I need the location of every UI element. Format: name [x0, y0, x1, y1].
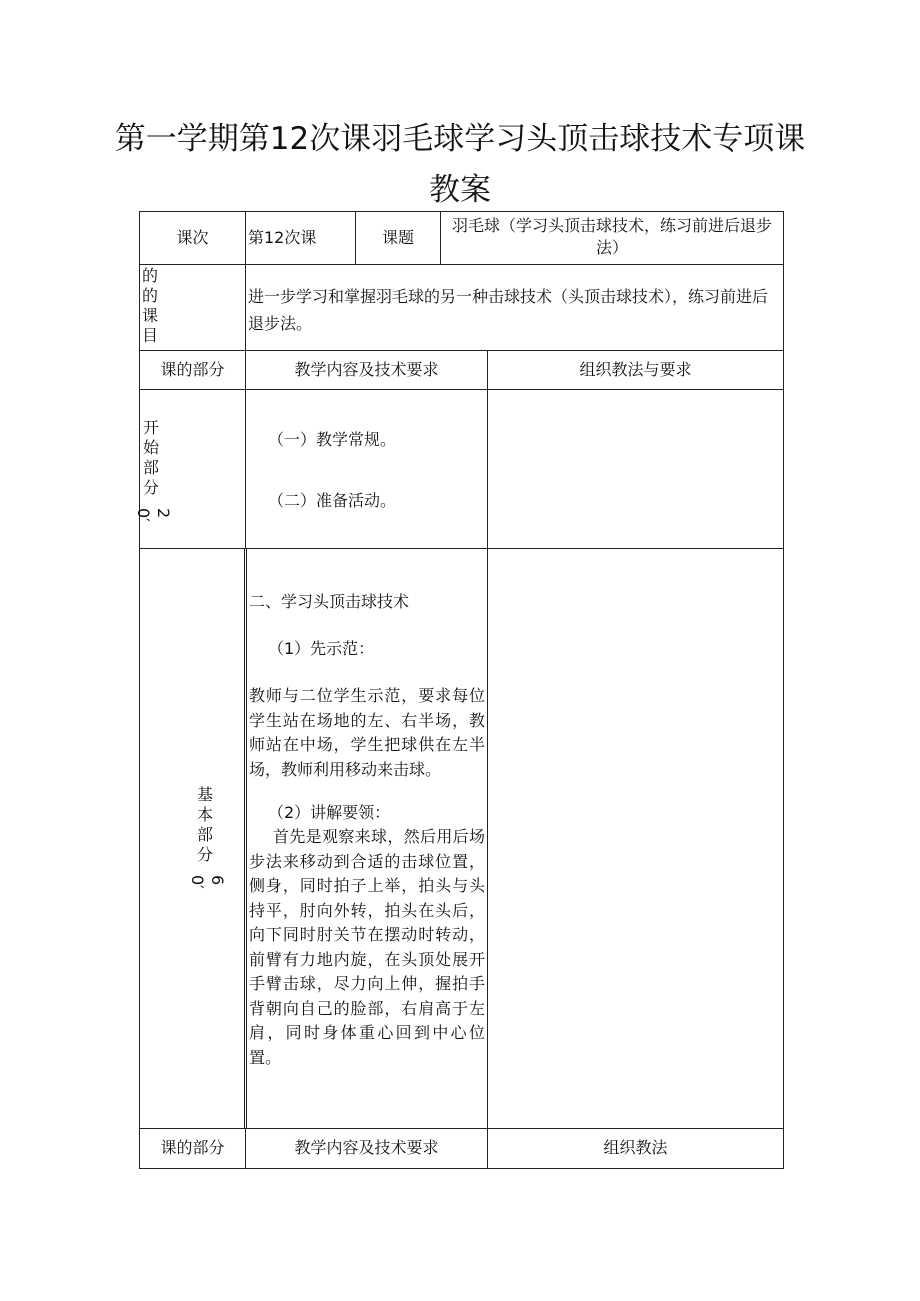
footer-content: 教学内容及技术要求 — [294, 1138, 439, 1157]
basic-step1: （1）先示范： — [268, 639, 375, 658]
start-part-label-char: 开 — [143, 418, 160, 437]
section-header-part: 课的部分 — [160, 360, 225, 379]
objective-label-char: 目 — [142, 326, 159, 345]
start-part-label-char: 分 — [143, 478, 160, 497]
start-item-warmup: （二）准备活动。 — [268, 491, 397, 510]
objective-label-char: 的 — [142, 286, 159, 305]
basic-part-label-char: 基 — [197, 785, 214, 804]
start-part-duration: 20′ — [134, 508, 173, 522]
basic-part-duration: 60′ — [188, 875, 227, 889]
topic-value: 羽毛球（学习头顶击球技术，练习前进后退步法） — [451, 216, 772, 257]
footer-method: 组织教法 — [603, 1138, 668, 1157]
start-part-label-char: 始 — [143, 438, 160, 457]
document-title-line2: 教案 — [429, 172, 491, 208]
document-title-line1: 第一学期第12次课羽毛球学习头顶击球技术专项课 — [114, 121, 806, 157]
objective-label-char: 的 — [142, 266, 159, 285]
footer-part: 课的部分 — [160, 1138, 225, 1157]
basic-heading: 二、学习头顶击球技术 — [249, 592, 410, 611]
section-header-method: 组织教法与要求 — [579, 360, 692, 379]
basic-part-label-char: 分 — [197, 845, 214, 864]
basic-explain-text: 首先是观察来球，然后用后场步法来移动到合适的击球位置，侧身，同时拍子上举，拍头与头持平，肘向外转，拍头在头后，向下同时肘关节在摆动时转动，前臂有力地内旋，在头顶处展开手臂击球，尽力向上伸，握拍手背朝向自己的脸部，右肩高于左肩，同时身体重心回到中心位置。 — [249, 827, 485, 1067]
start-part-label — [134, 418, 173, 524]
section-header-content: 教学内容及技术要求 — [294, 360, 439, 379]
basic-part-label-char: 本 — [197, 805, 214, 824]
start-item-routine: （一）教学常规。 — [268, 430, 397, 449]
topic-label: 课题 — [381, 228, 414, 247]
basic-part-label-char: 部 — [197, 825, 214, 844]
lesson-label: 课次 — [176, 228, 209, 247]
basic-demo-text: 教师与二位学生示范，要求每位学生站在场地的左、右半场，教师站在中场，学生把球供在左半场，教师利用移动来击球。 — [249, 686, 485, 779]
lesson-value: 第12次课 — [248, 228, 317, 247]
basic-part-label — [188, 785, 227, 891]
basic-step2: （2）讲解要领： — [268, 803, 391, 822]
start-part-label-char: 部 — [143, 458, 160, 477]
objective-text: 进一步学习和掌握羽毛球的另一种击球技术（头顶击球技术），练习前进后退步法。 — [248, 287, 769, 333]
objective-label-char: 课 — [142, 306, 159, 325]
objective-label — [142, 266, 162, 346]
